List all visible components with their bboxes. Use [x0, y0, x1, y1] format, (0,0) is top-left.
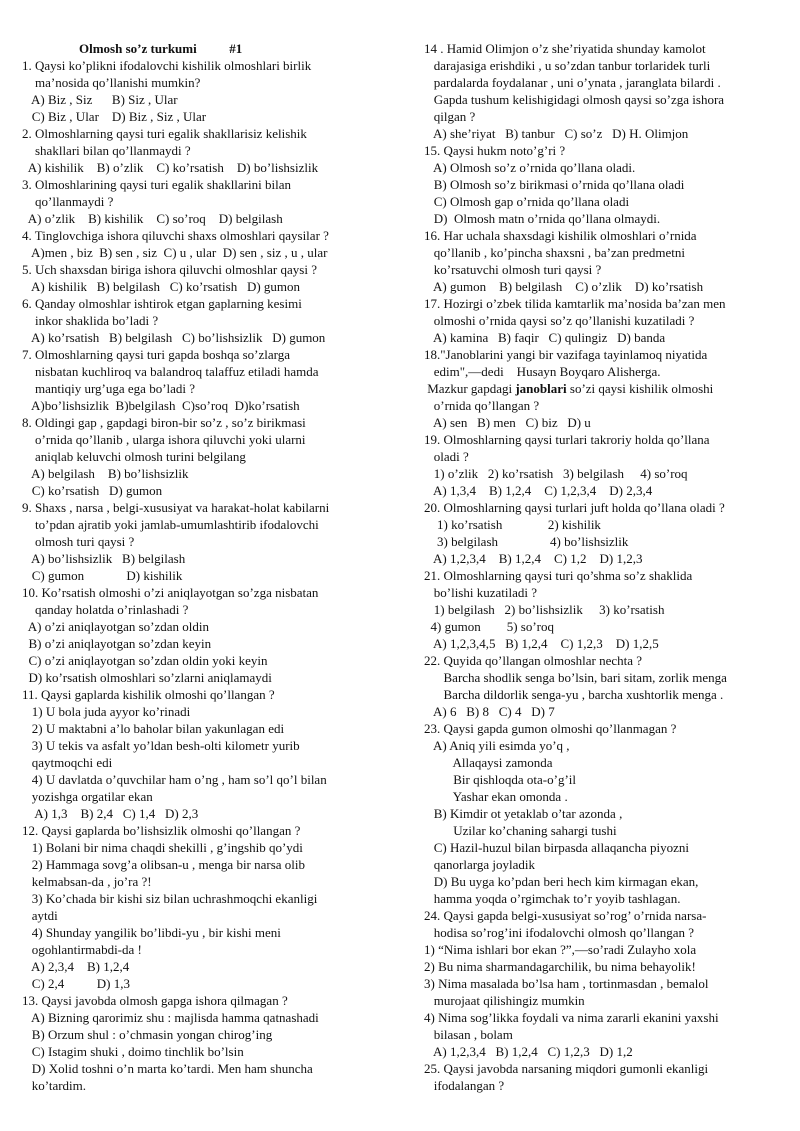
text-line: 1) o’zlik 2) ko’rsatish 3) belgilash 4) so’roq	[424, 466, 688, 481]
text-line: A)bo’lishsizlik B)belgilash C)so’roq D)ko’rsatish	[22, 398, 300, 413]
text-line: Allaqaysi zamonda	[424, 755, 553, 770]
text-line: mantiqiy urg’uga ega bo’ladi ?	[22, 381, 196, 396]
text-line: A) Aniq yili esimda yo’q ,	[424, 738, 570, 753]
text-line: hamma yoqda o’rgimchak to’r yoyib tashlagan.	[424, 891, 681, 906]
text-line: B) Orzum shul : o’chmasin yongan chirog’ing	[22, 1027, 273, 1042]
text-line: ma’nosida qo’llanishi mumkin?	[22, 75, 201, 90]
text-line: 4) Nima sog’likka foydali va nima zararli ekanini yaxshi	[424, 1010, 719, 1025]
text-line: C) Olmosh gap o’rnida qo’llana oladi	[424, 194, 630, 209]
text-line: B) Kimdir ot yetaklab o’tar azonda ,	[424, 806, 623, 821]
text-line: 2) Bu nima sharmandagarchilik, bu nima behayolik!	[424, 959, 696, 974]
text-line	[424, 380, 786, 397]
text-line: A) ko’rsatish B) belgilash C) bo’lishsizlik D) gumon	[22, 330, 326, 345]
right-column	[424, 40, 786, 1094]
text-line: C) ko’rsatish D) gumon	[22, 483, 163, 498]
text-line: B) o’zi aniqlayotgan so’zdan keyin	[22, 636, 212, 651]
text-line: Uzilar ko’chaning sahargi tushi	[424, 823, 617, 838]
text-line: 15. Qaysi hukm noto’g’ri ?	[424, 143, 566, 158]
text-line: 17. Hozirgi o’zbek tilida kamtarlik ma’nosida ba’zan men	[424, 296, 726, 311]
text-line: A) 1,3,4 B) 1,2,4 C) 1,2,3,4 D) 2,3,4	[424, 483, 653, 498]
text-line: 8. Oldingi gap , gapdagi biron-bir so’z , so’z birikmasi	[22, 415, 306, 430]
text-line: 3) U tekis va asfalt yo’ldan besh-olti kilometr yurib	[22, 738, 300, 753]
text-line: edim",—dedi Husayn Boyqaro Alisherga.	[424, 364, 661, 379]
text-line: 1) “Nima ishlari bor ekan ?”,—so’radi Zulayho xola	[424, 942, 697, 957]
text-line: ko’tardim.	[22, 1078, 87, 1093]
text-line: bo’lishi kuzatiladi ?	[424, 585, 538, 600]
text-line: A) 6 B) 8 C) 4 D) 7	[424, 704, 555, 719]
text-line: A) belgilash B) bo’lishsizlik	[22, 466, 189, 481]
text-line: murojaat qilishingiz mumkin	[424, 993, 585, 1008]
right-question-list	[424, 40, 786, 1094]
text-line: A) she’riyat B) tanbur C) so’z D) H. Olimjon	[424, 126, 689, 141]
text-line: ifodalangan ?	[424, 1078, 505, 1093]
text-line: 20. Olmoshlarning qaysi turlari juft holda qo’llana oladi ?	[424, 500, 725, 515]
text-line: A) kishilik B) belgilash C) ko’rsatish D) gumon	[22, 279, 301, 294]
text-line: A) Olmosh so’z o’rnida qo’llana oladi.	[424, 160, 636, 175]
text-line: 13. Qaysi javobda olmosh gapga ishora qilmagan ?	[22, 993, 288, 1008]
text-line: 21. Olmoshlarning qaysi turi qo’shma so’z shaklida	[424, 568, 693, 583]
text-line: C) Biz , Ular D) Biz , Siz , Ular	[22, 109, 207, 124]
text-line: darajasiga erishdiki , u so’zdan tanbur torlaridek turli	[424, 58, 711, 73]
text-line: olmosh turi qaysi ?	[22, 534, 135, 549]
text-line: Barcha dildorlik senga-yu , barcha xushtorlik menga .	[424, 687, 724, 702]
left-column	[22, 40, 400, 1094]
text-line: shakllari bilan qo’llanmaydi ?	[22, 143, 191, 158]
text-line: inkor shaklida bo’ladi ?	[22, 313, 159, 328]
text-line: 23. Qaysi gapda gumon olmoshi qo’llanmagan ?	[424, 721, 677, 736]
text-line: A) 1,2,3,4,5 B) 1,2,4 C) 1,2,3 D) 1,2,5	[424, 636, 659, 651]
text-line: B) Olmosh so’z birikmasi o’rnida qo’llana oladi	[424, 177, 685, 192]
text-line: A) kamina B) faqir C) qulingiz D) banda	[424, 330, 666, 345]
text-line: C) 2,4 D) 1,3	[22, 976, 130, 991]
text-fragment: Mazkur gapdagi	[424, 381, 516, 396]
text-line: 12. Qaysi gaplarda bo’lishsizlik olmoshi qo’llangan ?	[22, 823, 301, 838]
text-line: 5. Uch shaxsdan biriga ishora qiluvchi olmoshlar qaysi ?	[22, 262, 317, 277]
text-line: 3) Nima masalada bo’lsa ham , tortinmasdan , bemalol	[424, 976, 709, 991]
text-line: nisbatan kuchliroq va balandroq talaffuz etiladi hamda	[22, 364, 319, 379]
text-line: ogohlantirmabdi-da !	[22, 942, 142, 957]
text-line: yozishga orgatilar ekan	[22, 789, 153, 804]
text-line: A) 1,2,3,4 B) 1,2,4 C) 1,2,3 D) 1,2	[424, 1044, 633, 1059]
text-line: D) Olmosh matn o’rnida qo’llana olmaydi.	[424, 211, 661, 226]
text-line: A) gumon B) belgilash C) o’zlik D) ko’rsatish	[424, 279, 704, 294]
text-line: A) 2,3,4 B) 1,2,4	[22, 959, 130, 974]
text-line: o’rnida qo’llanib , ularga ishora qiluvchi yoki ularni	[22, 432, 306, 447]
text-line: D) ko’rsatish olmoshlari so’zlarni aniqlamaydi	[22, 670, 272, 685]
text-line: 1) ko’rsatish 2) kishilik	[424, 517, 601, 532]
text-line: Bir qishloqda ota-o’g’il	[424, 772, 577, 787]
text-line: 4) U davlatda o’quvchilar ham o’ng , ham so’l qo’l bilan	[22, 772, 327, 787]
left-question-list	[22, 57, 400, 1094]
text-line: A) o’zlik B) kishilik C) so’roq D) belgilash	[22, 211, 283, 226]
text-line: 11. Qaysi gaplarda kishilik olmoshi qo’llangan ?	[22, 687, 275, 702]
text-line: 3. Olmoshlarining qaysi turi egalik shakllarini bilan	[22, 177, 291, 192]
text-line: 4) gumon 5) so’roq	[424, 619, 554, 634]
text-line: bilasan , bolam	[424, 1027, 513, 1042]
text-line: Yashar ekan omonda .	[424, 789, 568, 804]
text-line: kelmabsan-da , jo’ra ?!	[22, 874, 152, 889]
text-line: 1) U bola juda ayyor ko’rinadi	[22, 704, 191, 719]
text-line: 14 . Hamid Olimjon o’z she’riyatida shunday kamolot	[424, 41, 706, 56]
text-line: C) o’zi aniqlayotgan so’zdan oldin yoki keyin	[22, 653, 268, 668]
text-line: qo’llanmaydi ?	[22, 194, 114, 209]
text-line: qo’llanib , ko’pincha shaxsni , ba’zan predmetni	[424, 245, 686, 260]
text-line: C) Istagim shuki , doimo tinchlik bo’lsin	[22, 1044, 244, 1059]
text-line: D) Bu uyga ko’pdan beri hech kim kirmagan ekan,	[424, 874, 699, 889]
text-line: 18."Janoblarini yangi bir vazifaga tayinlamoq niyatida	[424, 347, 708, 362]
text-line: 6. Qanday olmoshlar ishtirok etgan gaplarning kesimi	[22, 296, 302, 311]
text-line: olmoshi o’rnida qaysi so’z qo’llanishi kuzatiladi ?	[424, 313, 695, 328]
text-line: A) 1,2,3,4 B) 1,2,4 C) 1,2 D) 1,2,3	[424, 551, 643, 566]
bold-word: janoblari	[515, 381, 567, 396]
text-line: 19. Olmoshlarning qaysi turlari takroriy holda qo’llana	[424, 432, 710, 447]
text-line: 2) U maktabni a’lo baholar bilan yakunlagan edi	[22, 721, 285, 736]
text-line: 4) Shunday yangilik bo’libdi-yu , bir kishi meni	[22, 925, 281, 940]
text-line: aytdi	[22, 908, 58, 923]
text-line: A) sen B) men C) biz D) u	[424, 415, 591, 430]
text-line: 1. Qaysi ko’plikni ifodalovchi kishilik olmoshlari birlik	[22, 58, 312, 73]
text-line: 2) Hammaga sovg’a olibsan-u , menga bir narsa olib	[22, 857, 306, 872]
text-line: qanorlarga joyladik	[424, 857, 535, 872]
text-line: o’rnida qo’llangan ?	[424, 398, 540, 413]
text-fragment: so’zi qaysi kishilik olmoshi	[566, 381, 714, 396]
text-line: 24. Qaysi gapda belgi-xususiyat so’rog’ o’rnida narsa-	[424, 908, 707, 923]
text-line: A)men , biz B) sen , siz C) u , ular D) sen , siz , u , ular	[22, 245, 328, 260]
text-line: 25. Qaysi javobda narsaning miqdori gumonli ekanligi	[424, 1061, 709, 1076]
text-line: D) Xolid toshni o’n marta ko’tardi. Men ham shuncha	[22, 1061, 313, 1076]
text-line: 4. Tinglovchiga ishora qiluvchi shaxs olmoshlari qaysilar ?	[22, 228, 329, 243]
text-line: C) gumon D) kishilik	[22, 568, 183, 583]
text-line: 1) belgilash 2) bo’lishsizlik 3) ko’rsatish	[424, 602, 665, 617]
text-line: 3) belgilash 4) bo’lishsizlik	[424, 534, 629, 549]
text-line: 7. Olmoshlarning qaysi turi gapda boshqa so’zlarga	[22, 347, 291, 362]
text-line: to’pdan ajratib yoki jamlab-umumlashtirib ifodalovchi	[22, 517, 319, 532]
text-line: ko’rsatuvchi olmosh turi qaysi ?	[424, 262, 602, 277]
text-line: qanday holatda o’rinlashadi ?	[22, 602, 189, 617]
text-line: 1) Bolani bir nima chaqdi shekilli , g’ingshib qo’ydi	[22, 840, 303, 855]
text-line: C) Hazil-huzul bilan birpasda allaqancha piyozni	[424, 840, 689, 855]
text-line: Gapda tushum kelishigidagi olmosh qaysi so’zga ishora	[424, 92, 725, 107]
text-line: hodisa so’rog’ini ifodalovchi olmosh qo’llangan ?	[424, 925, 695, 940]
text-line: 22. Quyida qo’llangan olmoshlar nechta ?	[424, 653, 643, 668]
text-line: qilgan ?	[424, 109, 476, 124]
text-line: A) Biz , Siz B) Siz , Ular	[22, 92, 178, 107]
text-line: 10. Ko’rsatish olmoshi o’zi aniqlayotgan so’zga nisbatan	[22, 585, 319, 600]
text-line: 2. Olmoshlarning qaysi turi egalik shakllarisiz kelishik	[22, 126, 307, 141]
text-line: A) bo’lishsizlik B) belgilash	[22, 551, 186, 566]
text-line: Barcha shodlik senga bo’lsin, bari sitam, zorlik menga	[424, 670, 727, 685]
text-line: A) o’zi aniqlayotgan so’zdan oldin	[22, 619, 210, 634]
text-line: 3) Ko’chada bir kishi siz bilan uchrashmoqchi ekanligi	[22, 891, 318, 906]
text-line: oladi ?	[424, 449, 469, 464]
text-line: A) Bizning qarorimiz shu : majlisda hamma qatnashadi	[22, 1010, 319, 1025]
text-line: 9. Shaxs , narsa , belgi-xususiyat va harakat-holat kabilarni	[22, 500, 330, 515]
text-line: A) kishilik B) o’zlik C) ko’rsatish D) bo’lishsizlik	[22, 160, 319, 175]
text-line: qaytmoqchi edi	[22, 755, 113, 770]
page-title: Olmosh so’z turkumi #1	[79, 41, 243, 56]
text-line: A) 1,3 B) 2,4 C) 1,4 D) 2,3	[22, 806, 199, 821]
text-line: pardalarda foydalanar , uni o’ynata , jaranglata bilardi .	[424, 75, 721, 90]
text-line: aniqlab keluvchi olmosh turini belgilang	[22, 449, 246, 464]
text-line: 16. Har uchala shaxsdagi kishilik olmoshlari o’rnida	[424, 228, 697, 243]
